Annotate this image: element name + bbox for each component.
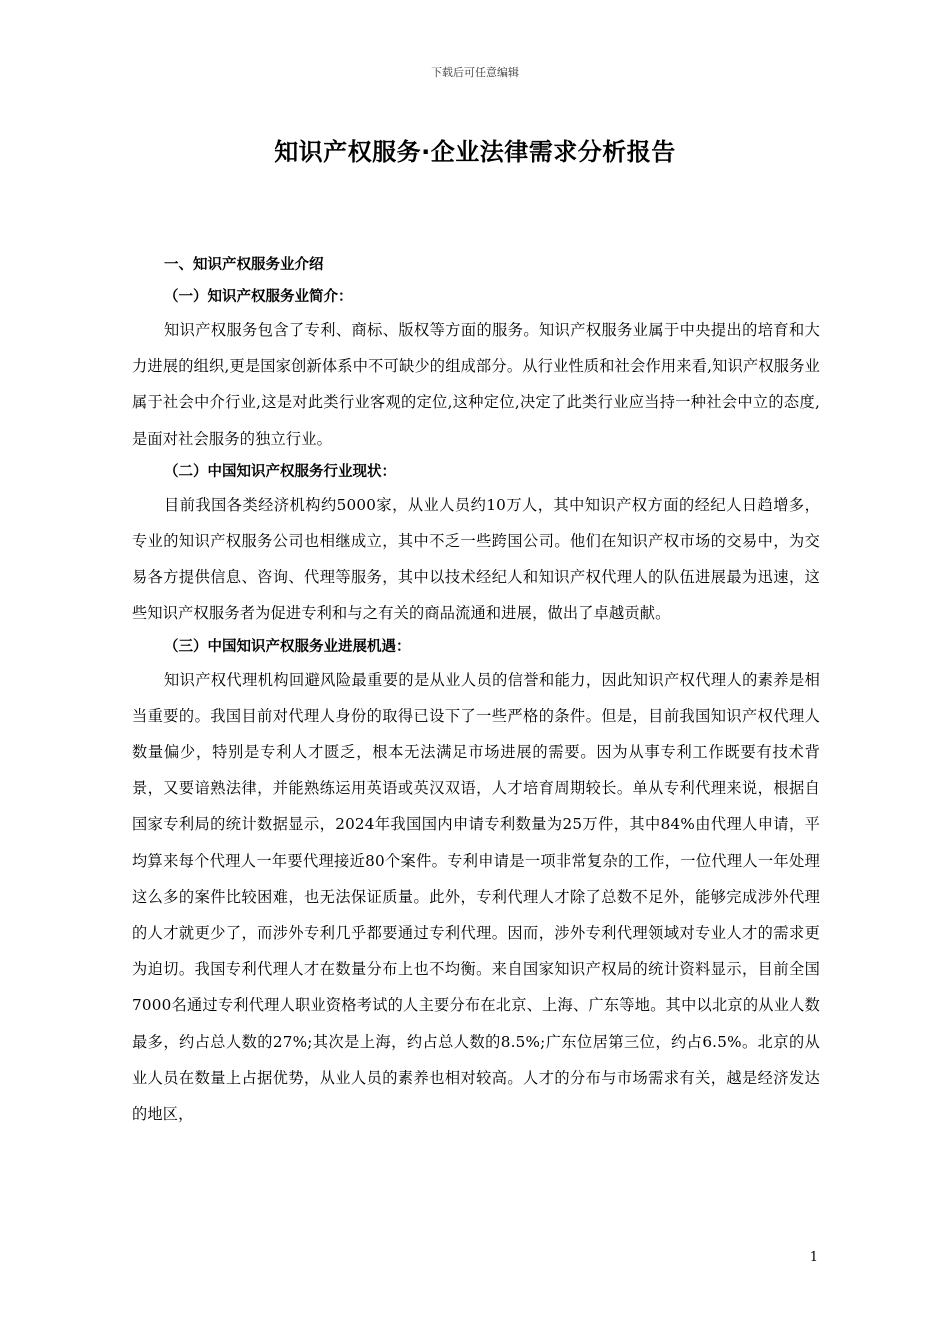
page-number: 1: [809, 1250, 818, 1265]
paragraph-1-3: 知识产权代理机构回避风险最重要的是从业人员的信誉和能力，因此知识产权代理人的素养是相当重要的。我国目前对代理人身份的取得已设下了一些严格的条件。但是，目前我国知识产权代理人数量偏少，特别是专利人才匮乏，根本无法满足市场进展的需要。因为从事专利工作既要有技术背景，又要谙熟法律，并能熟练运用英语或英汉双语，人才培育周期较长。单从专利代理来说，根据自国家专利局的统计数据显示，2024年我国国内申请专利数量为25万件，其中84%由代理人申请，平均算来每个代理人一年要代理接近80个案件。专利申请是一项非常复杂的工作，一位代理人一年处理这么多的案件比较困难，也无法保证质量。此外，专利代理人才除了总数不足外，能够完成涉外代理的人才就更少了，而涉外专利几乎都要通过专利代理。因而，涉外专利代理领域对专业人才的需求更为迫切。我国专利代理人才在数量分布上也不均衡。来自国家知识产权局的统计资料显示，目前全国7000名通过专利代理人职业资格考试的人主要分布在北京、上海、广东等地。其中以北京的从业人数最多，约占总人数的27%;其次是上海，约占总人数的8.5%;广东位居第三位，约占6.5%。北京的从业人员在数量上占据优势，从业人员的素养也相对较高。人才的分布与市场需求有关，越是经济发达的地区，: [132, 670, 820, 1124]
subsection-heading-1-1: （一）知识产权服务业简介：: [164, 289, 353, 305]
paragraph-1-1: 知识产权服务包含了专利、商标、版权等方面的服务。知识产权服务业属于中央提出的培育和大力进展的组织,更是国家创新体系中不可缺少的组成部分。从行业性质和社会作用来看,知识产权服务业属于社会中介行业,这是对此类行业客观的定位,这种定位,决定了此类行业应当持一种社会中立的态度,是面对社会服务的独立行业。: [132, 321, 820, 448]
section-heading-1: 一、知识产权服务业介绍: [164, 257, 324, 273]
document-body: [132, 250, 820, 1132]
paragraph-1-2: 目前我国各类经济机构约5000家，从业人员约10万人，其中知识产权方面的经纪人日趋增多，专业的知识产权服务公司也相继成立，其中不乏一些跨国公司。他们在知识产权市场的交易中，为交易各方提供信息、咨询、代理等服务，其中以技术经纪人和知识产权代理人的队伍进展最为迅速，这些知识产权服务者为促进专利和与之有关的商品流通和进展，做出了卓越贡献。: [132, 495, 820, 623]
document-title: 知识产权服务·企业法律需求分析报告: [274, 138, 676, 166]
header-note: 下载后可任意编辑: [431, 66, 519, 79]
subsection-heading-1-2: （二）中国知识产权服务行业现状：: [164, 463, 396, 480]
subsection-heading-1-3: （三）中国知识产权服务业进展机遇：: [164, 638, 411, 655]
